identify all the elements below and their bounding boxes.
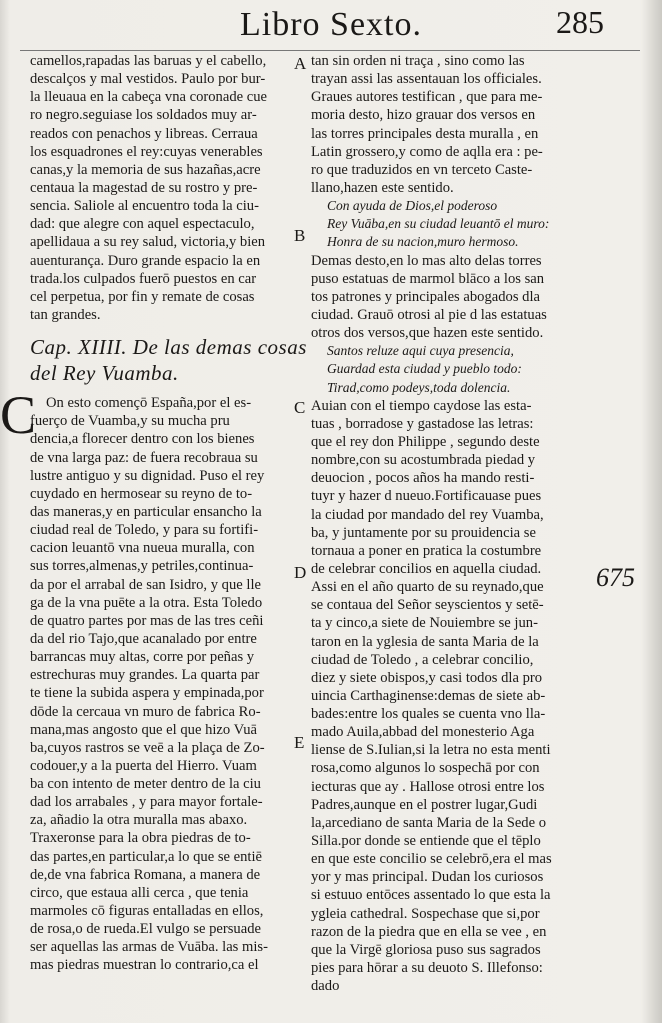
text-line: descalços y mal vestidos. Paulo por bur- <box>30 71 266 88</box>
text-line: tuyr y hazer d nueuo.Fortificauase pues <box>311 488 542 505</box>
text-line: On esto començō España,por el es- <box>46 395 252 412</box>
text-line: mana,mas angosto que el que hizo Vuā <box>30 721 258 738</box>
text-line: ta y cinco,a siete de Nouiembre se jun- <box>311 615 538 632</box>
text-line: ro que traduzidos en vn terceto Caste- <box>311 161 533 178</box>
text-line: tos patrones y principales abogados dla <box>311 288 540 305</box>
text-line: los esquadrones el rey:cuyas venerables <box>30 143 263 160</box>
text-line: apellidaua a su rey salud, victoria,y bien <box>30 234 266 251</box>
dropcap-letter: C <box>0 385 37 446</box>
text-line: auenturança. Duro grande espacio la en <box>30 252 261 269</box>
text-line: centaua la magestad de su rostro y pre- <box>30 179 258 196</box>
text-line: te tiene la subida aspera y empinada,por <box>30 685 264 702</box>
text-line: tornaua a poner en pratica la costumbre <box>311 542 542 559</box>
text-line: yor y mas principal. Dudan los curiosos <box>311 869 544 886</box>
text-line: Assi en el año quarto de su reynado,que <box>311 579 544 596</box>
verse-line: Santos reluze aqui cuya presencia, <box>327 343 514 359</box>
text-line: trayan assi las assentauan los officiales. <box>311 71 542 88</box>
text-line: camellos,rapadas las baruas y el cabello, <box>30 53 267 69</box>
text-line: sus torres,almenas,y petriles,continua- <box>30 558 254 575</box>
left-before-chapter <box>30 52 288 324</box>
header-rule <box>20 50 640 51</box>
text-line: estrechuras muy grandes. La quarta par <box>30 667 260 684</box>
text-line: Traxeronse para la obra piedras de to- <box>30 830 251 847</box>
text-line: das partes,en particular,a lo que se entiē <box>30 848 263 865</box>
right-block-c <box>311 397 586 996</box>
text-line: Auian con el tiempo caydose las esta- <box>311 397 532 414</box>
text-line: de quatro partes por mas de las tres ceñi <box>30 612 264 629</box>
text-line: ba, y juntamente por su prouidencia se <box>311 524 536 541</box>
running-head-title: Libro Sexto. <box>240 6 422 43</box>
text-line: diez y siete obispos,y casi todos dla pro <box>311 669 543 686</box>
text-line: mado Auila,abbad del monesterio Aga <box>311 724 535 741</box>
margin-marker-e: E <box>294 733 305 752</box>
text-line: ser aquellas las armas de Vuāba. las mis- <box>30 939 268 956</box>
text-line: mas piedras muestran lo contrario,ca el <box>30 957 259 974</box>
text-line: nombre,con su acostumbrada piedad y <box>311 452 536 469</box>
text-line: ciudad de Toledo , a celebrar concilio, <box>311 651 534 668</box>
text-line: liense de S.Iulian,si la letra no esta menti <box>311 742 551 759</box>
text-line: ciudad real de Toledo, y para su fortifi- <box>30 522 259 539</box>
text-line: marmoles cō figuras entalladas en ellos, <box>30 903 264 920</box>
text-line: Demas desto,en lo mas alto delas torres <box>311 252 542 269</box>
text-line: fuerço de Vuamba,y su mucha pru <box>30 413 230 430</box>
text-line: de celebrar concilios en aquella ciudad. <box>311 560 542 577</box>
verse-line: Honra de su nacion,muro hermoso. <box>327 234 519 250</box>
page-edge-shadow <box>642 0 662 1023</box>
text-line: dad los arrabales , y para mayor fortale- <box>30 794 263 811</box>
text-line: dencia,a florecer dentro con los bienes <box>30 431 255 448</box>
text-line: reados con penachos y libreas. Cerraua <box>30 125 258 142</box>
text-line: tan grandes. <box>30 306 101 323</box>
text-line: Silla.por donde se entiende que el tēplo <box>311 833 541 850</box>
verse-line: Con ayuda de Dios,el poderoso <box>327 198 498 214</box>
right-block-a <box>311 52 586 197</box>
left-column <box>0 52 307 975</box>
text-line: cuydado en hermosear su reyno de to- <box>30 485 253 502</box>
text-line: moria desto, hizo grauar dos versos en <box>311 107 536 124</box>
text-line: canas,y la memoria de sus hazañas,acre <box>30 161 261 178</box>
chapter-heading-line-2: del Rey Vuamba. <box>30 361 179 386</box>
text-line: Graues autores testifican , que para me- <box>311 89 543 106</box>
text-line: tuas , borradose y gastadose las letras: <box>311 415 534 432</box>
text-line: ciudad. Grauō otrosi al pie d las estatuas <box>311 306 547 323</box>
text-line: ba con intento de meter dentro de la ciu <box>30 776 261 793</box>
text-line: ygleia cathedral. Sospechase que si,por <box>311 905 540 922</box>
text-line: das maneras,y en particular ensancho la <box>30 503 262 520</box>
text-line: za, añadio la otra muralla mas abaxo. <box>30 812 248 829</box>
text-line: cacion leuantō vna nueua muralla, con <box>30 540 255 557</box>
chapter-heading-line-1: Cap. XIIII. De las demas cosas <box>30 335 307 360</box>
text-line: cel perpetua, por fin y remate de cosas <box>30 288 255 305</box>
text-line: llano,hazen este sentido. <box>311 179 454 196</box>
text-line: codouer,y a la puerta del Hierro. Vuam <box>30 757 257 774</box>
text-line: que la Virgē gloriosa puso sus sagrados <box>311 941 541 958</box>
verse-block-1 <box>311 197 586 251</box>
text-line: ro negro.seguiase los soldados muy ar- <box>30 107 257 124</box>
handwritten-folio-number: 675 <box>596 563 635 592</box>
verse-line: Tirad,como podeys,toda dolencia. <box>327 379 511 395</box>
margin-marker-c: C <box>294 398 306 417</box>
text-line: iecturas que ay . Hallose otrosi entre los <box>311 778 545 795</box>
verse-line: Guardad esta ciudad y pueblo todo: <box>327 361 522 377</box>
text-line: las torres principales desta muralla , en <box>311 125 539 142</box>
text-line: ga de la vna puēte a la otra. Esta Toledo <box>30 594 263 611</box>
text-line: la lleuaua en la cabeça vna coronade cue <box>30 89 267 106</box>
text-line: deuocion , pocos años ha mando resti- <box>311 470 535 487</box>
text-line: de,de vna fabrica Romana, a manera de <box>30 866 261 883</box>
text-line: Padres,aunque en el postrer lugar,Gudi <box>311 796 538 813</box>
text-line: dad: que alegre con aquel espectaculo, <box>30 216 255 233</box>
text-line: se contaua del Señor seyscientos y setē- <box>311 597 544 614</box>
text-line: dōde la cercaua vn muro de fabrica Ro- <box>30 703 261 720</box>
text-line: de rosa,o de rueda.El vulgo se persuade <box>30 921 261 938</box>
text-line: puso estatuas de marmol blāco a los san <box>311 270 545 287</box>
verse-line: Rey Vuāba,en su ciudad leuantō el muro: <box>327 216 550 232</box>
text-line: si estuuo entōces assentado lo que esta la <box>311 887 551 904</box>
text-line: lustre antiguo y su dignidad. Puso el rey <box>30 467 265 484</box>
text-line: que el rey don Philippe , segundo deste <box>311 433 540 450</box>
margin-marker-b: B <box>294 226 306 245</box>
text-line: uincia Carthaginense:demas de siete ab- <box>311 687 546 704</box>
left-after-chapter <box>30 412 288 974</box>
text-line: bades:entre los quales se cuenta vno lla- <box>311 706 546 723</box>
right-column <box>311 52 586 995</box>
right-block-b <box>311 252 586 343</box>
text-line: tan sin orden ni traça , sino como las <box>311 53 525 69</box>
text-line: Latin grossero,y como de aqlla era : pe- <box>311 143 543 160</box>
text-line: circo, que estaua alli cerca , que tenia <box>30 884 249 901</box>
text-line: da por el arrabal de san Isidro, y que lle <box>30 576 261 593</box>
text-line: ba,cuyos rastros se veē a la plaça de Zo- <box>30 739 265 756</box>
text-line: barrancas muy altas, corre por peñas y <box>30 649 255 666</box>
text-line: taron en la yglesia de santa Maria de la <box>311 633 539 650</box>
text-line: sencia. Saliole al encuentro toda la ciu- <box>30 198 259 215</box>
text-line: en que este concilio se celebrō,era el mas <box>311 851 552 868</box>
text-line: la,arcediano de santa Maria de la Sede o <box>311 814 547 831</box>
page-number: 285 <box>556 4 604 40</box>
margin-marker-d: D <box>294 563 307 582</box>
text-line: la ciudad por mandado del rey Vuamba, <box>311 506 544 523</box>
text-line: rosa,como algunos lo sospechā por con <box>311 760 540 777</box>
text-line: otros dos versos,que hazen este sentido. <box>311 325 544 342</box>
text-line: de vna larga paz: de fuera recobraua su <box>30 449 258 466</box>
text-line: pies para hōrar a su deuoto S. Illefonso: <box>311 960 543 977</box>
verse-block-2 <box>311 342 586 396</box>
text-line: razon de la piedra que en ella se vee , en <box>311 923 547 940</box>
text-line: dado <box>311 978 340 995</box>
text-line: da del rio Tajo,que acanalado por entre <box>30 630 257 647</box>
text-line: trada.los culpados fuerō puestos en car <box>30 270 257 287</box>
margin-marker-a: A <box>294 54 307 73</box>
